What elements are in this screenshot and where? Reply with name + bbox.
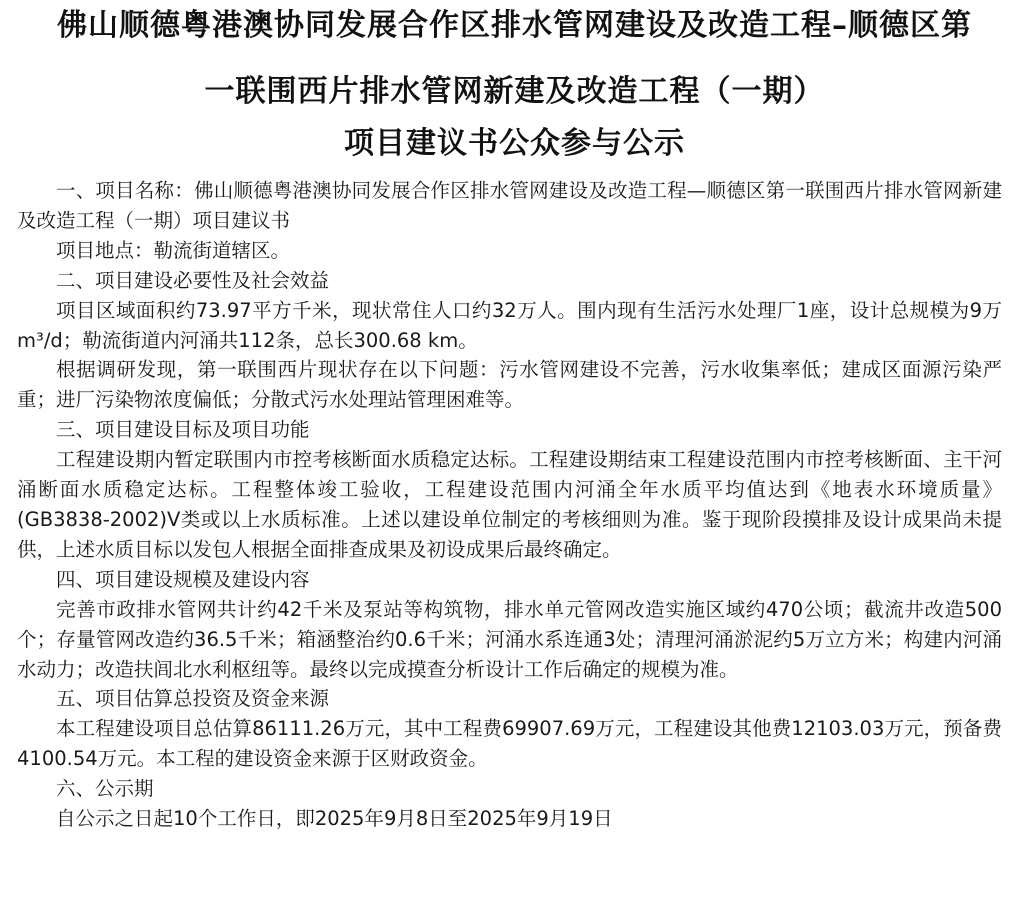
necessity-paragraph-2: 根据调研发现，第一联围西片现状存在以下问题：污水管网建设不完善，污水收集率低；建成区面源污染严重；进厂污染物浓度偏低；分散式污水处理站管理困难等。 <box>17 358 1002 412</box>
title-line-1: 佛山顺德粤港澳协同发展合作区排水管网建设及改造工程–顺德区第 <box>57 8 972 43</box>
investment-paragraph: 本工程建设项目总估算86111.26万元，其中工程费69907.69万元，工程建设其他费12103.03万元，预备费4100.54万元。本工程的建设资金来源于区财政资金。 <box>17 717 1002 771</box>
necessity-heading: 二、项目建设必要性及社会效益 <box>56 268 330 292</box>
title-line-2: 一联围西片排水管网新建及改造工程（一期） <box>204 74 825 109</box>
investment-heading: 五、项目估算总投资及资金来源 <box>56 687 330 711</box>
goals-heading: 三、项目建设目标及项目功能 <box>56 418 310 442</box>
title-line-3: 项目建议书公众参与公示 <box>344 126 685 161</box>
project-name-paragraph: 一、项目名称：佛山顺德粤港澳协同发展合作区排水管网建设及改造工程—顺德区第一联围西片排水管网新建及改造工程（一期）项目建议书 <box>17 179 1002 232</box>
period-paragraph: 自公示之日起10个工作日，即2025年9月8日至2025年9月19日 <box>56 807 613 831</box>
project-location-paragraph: 项目地点：勒流街道辖区。 <box>56 238 291 262</box>
scale-heading: 四、项目建设规模及建设内容 <box>56 567 310 591</box>
notice-body <box>17 176 1002 834</box>
period-heading: 六、公示期 <box>56 777 154 801</box>
scale-paragraph: 完善市政排水管网共计约42千米及泵站等构筑物，排水单元管网改造实施区域约470公顷；截流井改造500个；存量管网改造约36.5千米；箱涵整治约0.6千米；河涌水系连通3处；清理河涌淤泥约5万立方米；构建内河涌水动力；改造扶闾北水利枢纽等。最终以完成摸查分析设计工作后确定的规模为准。 <box>17 597 1002 681</box>
necessity-paragraph-1: 项目区域面积约73.97平方千米，现状常住人口约32万人。围内现有生活污水处理厂1座，设计总规模为9万m³/d；勒流街道内河涌共112条，总长300.68 km。 <box>17 298 1002 352</box>
goals-paragraph: 工程建设期内暂定联围内市控考核断面水质稳定达标。工程建设期结束工程建设范围内市控考核断面、主干河涌断面水质稳定达标。工程整体竣工验收，工程建设范围内河涌全年水质平均值达到《地表水环境质量》(GB3838-2002)V类或以上水质标准。上述以建设单位制定的考核细则为准。鉴于现阶段摸排及设计成果尚未提供，上述水质目标以发包人根据全面排查成果及初设成果后最终确定。 <box>17 448 1002 561</box>
